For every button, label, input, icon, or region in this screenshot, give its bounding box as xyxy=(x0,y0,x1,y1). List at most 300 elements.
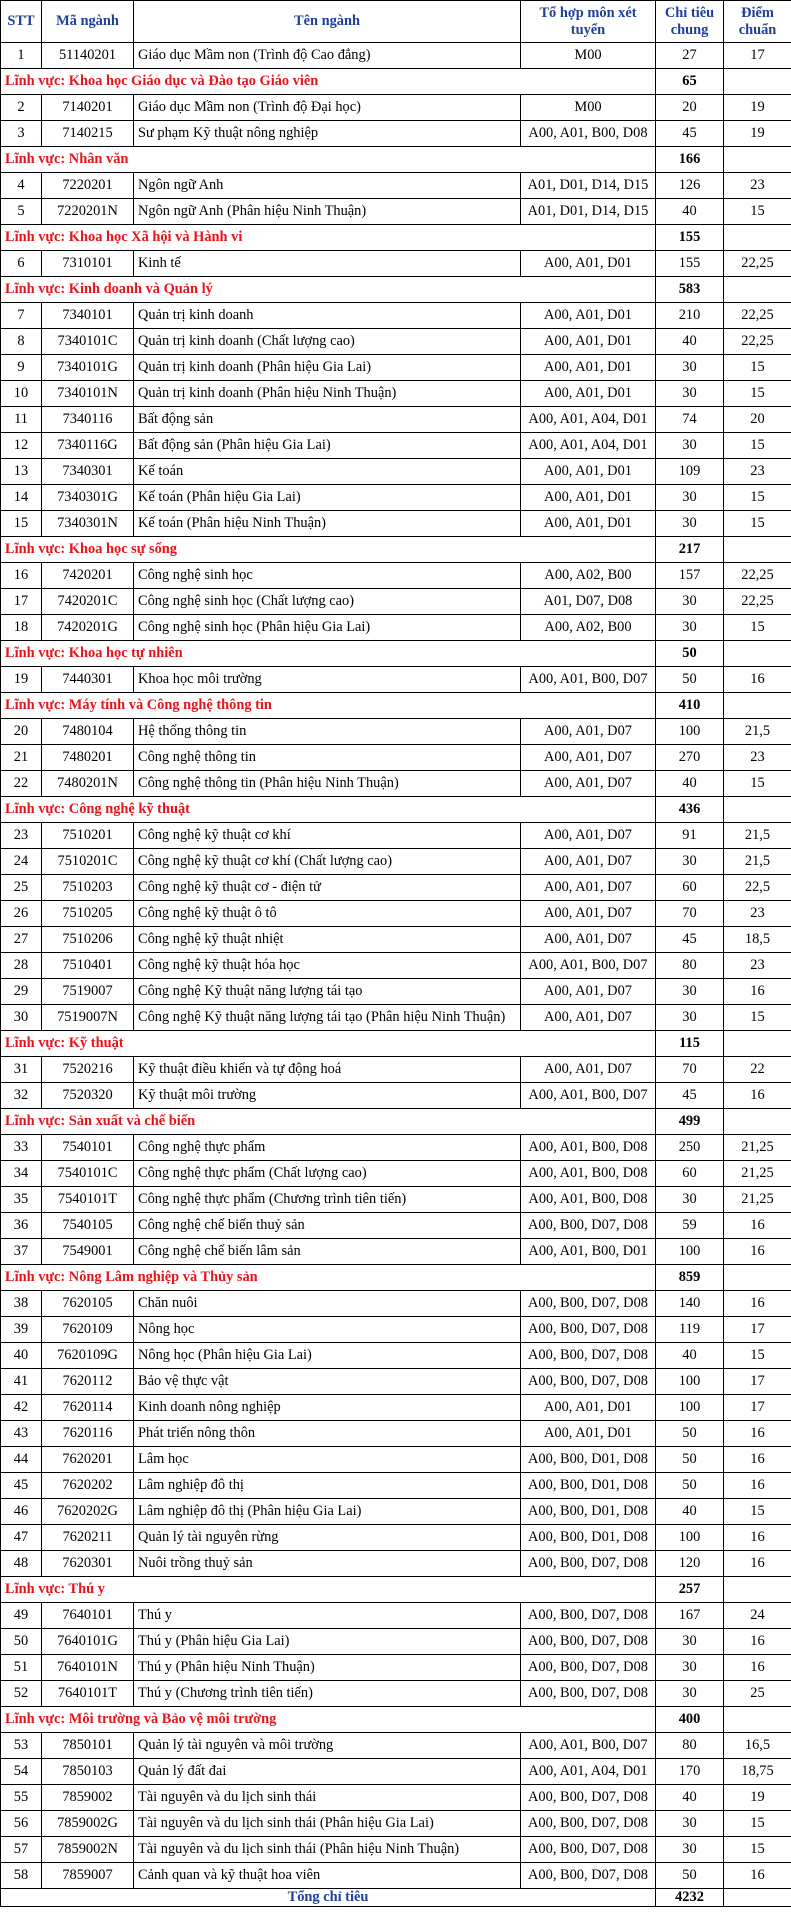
cell-stt: 12 xyxy=(1,433,42,459)
cell-cutoff-score: 16 xyxy=(724,1447,791,1473)
cell-subject-combination: A00, A01, D07 xyxy=(521,979,656,1005)
table-row xyxy=(1,1083,791,1109)
cell-major-name: Công nghệ Kỹ thuật năng lượng tái tạo (Phân hiệu Ninh Thuận) xyxy=(134,1005,521,1031)
cell-cutoff-score: 16 xyxy=(724,1655,791,1681)
cell-cutoff-score: 15 xyxy=(724,199,791,225)
field-group-total: 410 xyxy=(656,693,724,719)
cell-cutoff-score: 15 xyxy=(724,355,791,381)
cell-subject-combination: A00, B00, D07, D08 xyxy=(521,1603,656,1629)
cell-major-name: Tài nguyên và du lịch sinh thái xyxy=(134,1785,521,1811)
cell-major-name: Cảnh quan và kỹ thuật hoa viên xyxy=(134,1863,521,1889)
cell-cutoff-score: 15 xyxy=(724,1343,791,1369)
cell-quota: 40 xyxy=(656,199,724,225)
cell-major-name: Tài nguyên và du lịch sinh thái (Phân hiệu Gia Lai) xyxy=(134,1811,521,1837)
cell-major-name: Kế toán (Phân hiệu Ninh Thuận) xyxy=(134,511,521,537)
cell-stt: 8 xyxy=(1,329,42,355)
cell-major-code: 7640101N xyxy=(42,1655,134,1681)
cell-quota: 30 xyxy=(656,1837,724,1863)
cell-subject-combination: A00, A01, D07 xyxy=(521,901,656,927)
field-group-spacer xyxy=(521,1031,656,1057)
cell-cutoff-score: 19 xyxy=(724,1785,791,1811)
cell-major-code: 7510201 xyxy=(42,823,134,849)
cell-subject-combination: A00, B00, D01, D08 xyxy=(521,1473,656,1499)
cell-cutoff-score: 15 xyxy=(724,1837,791,1863)
field-group-row xyxy=(1,69,791,95)
table-row xyxy=(1,1551,791,1577)
field-group-spacer xyxy=(521,277,656,303)
cell-quota: 40 xyxy=(656,771,724,797)
cell-quota: 60 xyxy=(656,1161,724,1187)
cell-stt: 58 xyxy=(1,1863,42,1889)
table-row xyxy=(1,511,791,537)
field-group-label: Lĩnh vực: Khoa học Xã hội và Hành vi xyxy=(1,225,521,251)
cell-quota: 80 xyxy=(656,953,724,979)
cell-cutoff-score: 16 xyxy=(724,1291,791,1317)
cell-stt: 35 xyxy=(1,1187,42,1213)
table-row xyxy=(1,1473,791,1499)
cell-major-code: 7640101G xyxy=(42,1629,134,1655)
cell-quota: 50 xyxy=(656,1421,724,1447)
cell-major-code: 7620201 xyxy=(42,1447,134,1473)
cell-cutoff-score: 23 xyxy=(724,953,791,979)
header-subject-combination: Tổ hợp môn xét tuyển xyxy=(521,1,656,43)
field-group-total: 166 xyxy=(656,147,724,173)
field-group-label: Lĩnh vực: Kỹ thuật xyxy=(1,1031,521,1057)
cell-stt: 44 xyxy=(1,1447,42,1473)
cell-major-name: Chăn nuôi xyxy=(134,1291,521,1317)
table-row xyxy=(1,1057,791,1083)
table-row xyxy=(1,1759,791,1785)
field-group-row xyxy=(1,1109,791,1135)
cell-stt: 32 xyxy=(1,1083,42,1109)
cell-stt: 54 xyxy=(1,1759,42,1785)
cell-subject-combination: A00, B00, D07, D08 xyxy=(521,1291,656,1317)
cell-stt: 5 xyxy=(1,199,42,225)
cell-quota: 270 xyxy=(656,745,724,771)
field-group-empty-cell xyxy=(724,225,791,251)
cell-cutoff-score: 22,25 xyxy=(724,303,791,329)
cell-major-name: Bảo vệ thực vật xyxy=(134,1369,521,1395)
table-row xyxy=(1,121,791,147)
table-row xyxy=(1,1005,791,1031)
total-label: Tổng chỉ tiêu xyxy=(1,1889,656,1907)
table-row xyxy=(1,1525,791,1551)
field-group-row xyxy=(1,1265,791,1291)
header-major-code: Mã ngành xyxy=(42,1,134,43)
cell-subject-combination: A00, A01, A04, D01 xyxy=(521,433,656,459)
cell-cutoff-score: 17 xyxy=(724,1395,791,1421)
cell-stt: 18 xyxy=(1,615,42,641)
cell-major-code: 7620114 xyxy=(42,1395,134,1421)
field-group-empty-cell xyxy=(724,1707,791,1733)
cell-major-name: Nuôi trồng thuỷ sản xyxy=(134,1551,521,1577)
cell-major-name: Công nghệ thực phẩm (Chương trình tiên tiến) xyxy=(134,1187,521,1213)
cell-major-code: 7620301 xyxy=(42,1551,134,1577)
field-group-empty-cell xyxy=(724,1031,791,1057)
field-group-label: Lĩnh vực: Khoa học Giáo dục và Đào tạo Giáo viên xyxy=(1,69,521,95)
field-group-total: 155 xyxy=(656,225,724,251)
cell-cutoff-score: 15 xyxy=(724,771,791,797)
table-row xyxy=(1,1603,791,1629)
cell-major-code: 7850101 xyxy=(42,1733,134,1759)
field-group-spacer xyxy=(521,1265,656,1291)
cell-major-code: 7540101T xyxy=(42,1187,134,1213)
cell-stt: 6 xyxy=(1,251,42,277)
table-row xyxy=(1,667,791,693)
cell-quota: 30 xyxy=(656,1681,724,1707)
cell-quota: 100 xyxy=(656,1395,724,1421)
cell-major-code: 7540101 xyxy=(42,1135,134,1161)
cell-stt: 15 xyxy=(1,511,42,537)
field-group-row xyxy=(1,1577,791,1603)
cell-quota: 30 xyxy=(656,979,724,1005)
cell-cutoff-score: 21,25 xyxy=(724,1135,791,1161)
cell-subject-combination: A00, A01, D07 xyxy=(521,771,656,797)
cell-major-code: 7859002N xyxy=(42,1837,134,1863)
cell-cutoff-score: 25 xyxy=(724,1681,791,1707)
cell-major-code: 7420201 xyxy=(42,563,134,589)
cell-subject-combination: A00, A01, B00, D08 xyxy=(521,1187,656,1213)
cell-subject-combination: A00, B00, D07, D08 xyxy=(521,1369,656,1395)
cell-major-code: 7340101N xyxy=(42,381,134,407)
cell-major-name: Quản trị kinh doanh (Phân hiệu Gia Lai) xyxy=(134,355,521,381)
cell-major-name: Quản trị kinh doanh xyxy=(134,303,521,329)
cell-major-name: Nông học xyxy=(134,1317,521,1343)
cell-subject-combination: A00, A01, D01 xyxy=(521,1395,656,1421)
cell-major-code: 7480201 xyxy=(42,745,134,771)
cell-stt: 1 xyxy=(1,43,42,69)
cell-major-code: 7520320 xyxy=(42,1083,134,1109)
cell-quota: 30 xyxy=(656,511,724,537)
cell-major-name: Lâm nghiệp đô thị (Phân hiệu Gia Lai) xyxy=(134,1499,521,1525)
cell-subject-combination: A00, B00, D07, D08 xyxy=(521,1811,656,1837)
cell-quota: 30 xyxy=(656,1187,724,1213)
cell-major-name: Lâm học xyxy=(134,1447,521,1473)
cell-stt: 24 xyxy=(1,849,42,875)
cell-major-name: Bất động sản xyxy=(134,407,521,433)
table-row xyxy=(1,459,791,485)
table-row xyxy=(1,95,791,121)
cell-cutoff-score: 17 xyxy=(724,43,791,69)
cell-quota: 27 xyxy=(656,43,724,69)
cell-quota: 100 xyxy=(656,1525,724,1551)
cell-cutoff-score: 22,25 xyxy=(724,251,791,277)
field-group-total: 436 xyxy=(656,797,724,823)
table-row xyxy=(1,849,791,875)
cell-major-code: 7510205 xyxy=(42,901,134,927)
table-row xyxy=(1,355,791,381)
cell-cutoff-score: 21,5 xyxy=(724,719,791,745)
cell-quota: 50 xyxy=(656,1473,724,1499)
table-row xyxy=(1,381,791,407)
field-group-empty-cell xyxy=(724,693,791,719)
cell-quota: 170 xyxy=(656,1759,724,1785)
cell-quota: 100 xyxy=(656,1239,724,1265)
cell-quota: 157 xyxy=(656,563,724,589)
field-group-spacer xyxy=(521,537,656,563)
cell-stt: 31 xyxy=(1,1057,42,1083)
cell-major-name: Hệ thống thông tin xyxy=(134,719,521,745)
cell-major-name: Công nghệ sinh học xyxy=(134,563,521,589)
table-row xyxy=(1,1447,791,1473)
cell-subject-combination: A00, B00, D07, D08 xyxy=(521,1213,656,1239)
cell-major-code: 7640101 xyxy=(42,1603,134,1629)
cell-major-name: Nông học (Phân hiệu Gia Lai) xyxy=(134,1343,521,1369)
cell-cutoff-score: 18,5 xyxy=(724,927,791,953)
cell-quota: 30 xyxy=(656,615,724,641)
cell-cutoff-score: 21,5 xyxy=(724,849,791,875)
cell-cutoff-score: 23 xyxy=(724,745,791,771)
cell-subject-combination: A00, A01, A04, D01 xyxy=(521,407,656,433)
cell-major-name: Quản trị kinh doanh (Chất lượng cao) xyxy=(134,329,521,355)
cell-major-name: Sư phạm Kỹ thuật nông nghiệp xyxy=(134,121,521,147)
cell-subject-combination: A00, B00, D07, D08 xyxy=(521,1629,656,1655)
cell-major-code: 7540105 xyxy=(42,1213,134,1239)
cell-stt: 55 xyxy=(1,1785,42,1811)
cell-subject-combination: A00, B00, D07, D08 xyxy=(521,1863,656,1889)
cell-quota: 30 xyxy=(656,485,724,511)
cell-major-name: Kế toán xyxy=(134,459,521,485)
cell-stt: 38 xyxy=(1,1291,42,1317)
cell-quota: 109 xyxy=(656,459,724,485)
cell-subject-combination: A00, A01, D07 xyxy=(521,849,656,875)
table-row xyxy=(1,1863,791,1889)
cell-major-code: 7340101C xyxy=(42,329,134,355)
cell-major-name: Giáo dục Mầm non (Trình độ Cao đẳng) xyxy=(134,43,521,69)
cell-subject-combination: A00, A01, D07 xyxy=(521,719,656,745)
total-value: 4232 xyxy=(656,1889,724,1907)
cell-subject-combination: M00 xyxy=(521,95,656,121)
cell-quota: 126 xyxy=(656,173,724,199)
cell-stt: 25 xyxy=(1,875,42,901)
cell-major-name: Quản lý tài nguyên và môi trường xyxy=(134,1733,521,1759)
field-group-total: 65 xyxy=(656,69,724,95)
table-row xyxy=(1,901,791,927)
cell-quota: 40 xyxy=(656,1499,724,1525)
table-row xyxy=(1,199,791,225)
cell-major-name: Thú y (Phân hiệu Gia Lai) xyxy=(134,1629,521,1655)
cell-major-code: 7340116 xyxy=(42,407,134,433)
cell-quota: 30 xyxy=(656,355,724,381)
cell-major-code: 7620202G xyxy=(42,1499,134,1525)
cell-major-code: 7420201C xyxy=(42,589,134,615)
cell-major-name: Công nghệ thực phẩm (Chất lượng cao) xyxy=(134,1161,521,1187)
cell-cutoff-score: 20 xyxy=(724,407,791,433)
cell-subject-combination: A00, A01, D01 xyxy=(521,459,656,485)
cell-quota: 30 xyxy=(656,1629,724,1655)
cell-cutoff-score: 16 xyxy=(724,979,791,1005)
cell-cutoff-score: 16 xyxy=(724,1239,791,1265)
cell-stt: 26 xyxy=(1,901,42,927)
cell-major-name: Công nghệ kỹ thuật hóa học xyxy=(134,953,521,979)
cell-subject-combination: A01, D01, D14, D15 xyxy=(521,173,656,199)
cell-subject-combination: A00, A01, D01 xyxy=(521,251,656,277)
cell-cutoff-score: 22,25 xyxy=(724,329,791,355)
cell-major-code: 7340116G xyxy=(42,433,134,459)
cell-cutoff-score: 15 xyxy=(724,433,791,459)
cell-subject-combination: A00, A01, D07 xyxy=(521,745,656,771)
cell-stt: 41 xyxy=(1,1369,42,1395)
cell-cutoff-score: 18,75 xyxy=(724,1759,791,1785)
cell-cutoff-score: 22,25 xyxy=(724,589,791,615)
cell-subject-combination: A00, A01, B00, D08 xyxy=(521,121,656,147)
cell-major-code: 7620211 xyxy=(42,1525,134,1551)
field-group-label: Lĩnh vực: Môi trường và Bảo vệ môi trường xyxy=(1,1707,521,1733)
cell-cutoff-score: 19 xyxy=(724,121,791,147)
field-group-empty-cell xyxy=(724,641,791,667)
field-group-total: 115 xyxy=(656,1031,724,1057)
cell-cutoff-score: 16 xyxy=(724,1863,791,1889)
table-row xyxy=(1,1239,791,1265)
cell-stt: 20 xyxy=(1,719,42,745)
cell-major-code: 7340301N xyxy=(42,511,134,537)
table-row xyxy=(1,1161,791,1187)
field-group-total: 217 xyxy=(656,537,724,563)
cell-major-name: Công nghệ kỹ thuật nhiệt xyxy=(134,927,521,953)
cell-quota: 40 xyxy=(656,1785,724,1811)
cell-cutoff-score: 22 xyxy=(724,1057,791,1083)
cell-quota: 140 xyxy=(656,1291,724,1317)
cell-major-name: Công nghệ sinh học (Chất lượng cao) xyxy=(134,589,521,615)
cell-subject-combination: A00, B00, D07, D08 xyxy=(521,1551,656,1577)
table-row xyxy=(1,1733,791,1759)
cell-stt: 9 xyxy=(1,355,42,381)
cell-quota: 119 xyxy=(656,1317,724,1343)
cell-major-code: 7340301 xyxy=(42,459,134,485)
cell-stt: 21 xyxy=(1,745,42,771)
field-group-row xyxy=(1,797,791,823)
cell-stt: 50 xyxy=(1,1629,42,1655)
cell-major-code: 7510206 xyxy=(42,927,134,953)
cell-major-name: Công nghệ thông tin (Phân hiệu Ninh Thuận) xyxy=(134,771,521,797)
cell-major-name: Ngôn ngữ Anh (Phân hiệu Ninh Thuận) xyxy=(134,199,521,225)
cell-quota: 30 xyxy=(656,589,724,615)
cell-quota: 45 xyxy=(656,1083,724,1109)
cell-subject-combination: A00, A01, D07 xyxy=(521,875,656,901)
cell-stt: 49 xyxy=(1,1603,42,1629)
field-group-empty-cell xyxy=(724,69,791,95)
cell-stt: 48 xyxy=(1,1551,42,1577)
cell-stt: 28 xyxy=(1,953,42,979)
cell-subject-combination: A00, B00, D07, D08 xyxy=(521,1837,656,1863)
cell-major-code: 7859002G xyxy=(42,1811,134,1837)
cell-subject-combination: A00, A01, B00, D07 xyxy=(521,667,656,693)
cell-stt: 19 xyxy=(1,667,42,693)
cell-subject-combination: A00, A01, D01 xyxy=(521,381,656,407)
cell-stt: 43 xyxy=(1,1421,42,1447)
cell-subject-combination: A00, B00, D07, D08 xyxy=(521,1655,656,1681)
cell-stt: 33 xyxy=(1,1135,42,1161)
cell-major-code: 7520216 xyxy=(42,1057,134,1083)
cell-cutoff-score: 15 xyxy=(724,485,791,511)
field-group-total: 400 xyxy=(656,1707,724,1733)
cell-quota: 100 xyxy=(656,1369,724,1395)
cell-cutoff-score: 21,25 xyxy=(724,1187,791,1213)
table-row xyxy=(1,329,791,355)
cell-major-code: 7340301G xyxy=(42,485,134,511)
cell-stt: 27 xyxy=(1,927,42,953)
cell-subject-combination: A00, A02, B00 xyxy=(521,563,656,589)
field-group-label: Lĩnh vực: Khoa học sự sống xyxy=(1,537,521,563)
cell-major-code: 7220201N xyxy=(42,199,134,225)
cell-stt: 52 xyxy=(1,1681,42,1707)
field-group-row xyxy=(1,277,791,303)
field-group-label: Lĩnh vực: Nông Lâm nghiệp và Thủy sản xyxy=(1,1265,521,1291)
cell-major-code: 7480201N xyxy=(42,771,134,797)
table-row xyxy=(1,1135,791,1161)
cell-quota: 30 xyxy=(656,1005,724,1031)
header-major-name: Tên ngành xyxy=(134,1,521,43)
cell-major-name: Kế toán (Phân hiệu Gia Lai) xyxy=(134,485,521,511)
cell-subject-combination: A00, B00, D07, D08 xyxy=(521,1681,656,1707)
field-group-row xyxy=(1,1707,791,1733)
cell-stt: 57 xyxy=(1,1837,42,1863)
cell-cutoff-score: 17 xyxy=(724,1369,791,1395)
field-group-row xyxy=(1,1031,791,1057)
cell-stt: 3 xyxy=(1,121,42,147)
cell-subject-combination: A00, A01, B00, D07 xyxy=(521,953,656,979)
cell-subject-combination: A00, A01, D07 xyxy=(521,1005,656,1031)
cell-quota: 40 xyxy=(656,329,724,355)
cell-cutoff-score: 23 xyxy=(724,173,791,199)
cell-major-code: 7510201C xyxy=(42,849,134,875)
cell-stt: 45 xyxy=(1,1473,42,1499)
cell-subject-combination: A00, A01, D01 xyxy=(521,511,656,537)
cell-major-code: 7140215 xyxy=(42,121,134,147)
cell-major-name: Quản lý tài nguyên rừng xyxy=(134,1525,521,1551)
field-group-row xyxy=(1,641,791,667)
table-row xyxy=(1,1369,791,1395)
table-row xyxy=(1,589,791,615)
cell-stt: 53 xyxy=(1,1733,42,1759)
table-row xyxy=(1,1395,791,1421)
field-group-spacer xyxy=(521,1577,656,1603)
table-row xyxy=(1,1629,791,1655)
table-row xyxy=(1,1187,791,1213)
cell-major-name: Kỹ thuật môi trường xyxy=(134,1083,521,1109)
cell-quota: 45 xyxy=(656,927,724,953)
cell-subject-combination: A00, A01, D01 xyxy=(521,1421,656,1447)
cell-subject-combination: A00, A01, A04, D01 xyxy=(521,1759,656,1785)
table-row xyxy=(1,485,791,511)
cell-cutoff-score: 15 xyxy=(724,1811,791,1837)
cell-subject-combination: A00, A01, B00, D01 xyxy=(521,1239,656,1265)
cell-stt: 4 xyxy=(1,173,42,199)
cell-major-code: 7310101 xyxy=(42,251,134,277)
cell-subject-combination: A00, A01, B00, D07 xyxy=(521,1083,656,1109)
field-group-label: Lĩnh vực: Sản xuất và chế biến xyxy=(1,1109,521,1135)
field-group-empty-cell xyxy=(724,537,791,563)
field-group-label: Lĩnh vực: Máy tính và Công nghệ thông tin xyxy=(1,693,521,719)
field-group-total: 50 xyxy=(656,641,724,667)
cell-cutoff-score: 15 xyxy=(724,1499,791,1525)
cell-cutoff-score: 19 xyxy=(724,95,791,121)
cell-major-code: 7549001 xyxy=(42,1239,134,1265)
cell-cutoff-score: 16 xyxy=(724,1083,791,1109)
cell-major-code: 7480104 xyxy=(42,719,134,745)
cell-major-name: Công nghệ thực phẩm xyxy=(134,1135,521,1161)
cell-cutoff-score: 23 xyxy=(724,459,791,485)
cell-cutoff-score: 16 xyxy=(724,1473,791,1499)
cell-major-code: 7220201 xyxy=(42,173,134,199)
total-row xyxy=(1,1889,791,1907)
cell-major-code: 7340101 xyxy=(42,303,134,329)
cell-cutoff-score: 23 xyxy=(724,901,791,927)
cell-cutoff-score: 16 xyxy=(724,1213,791,1239)
cell-subject-combination: A00, B00, D01, D08 xyxy=(521,1525,656,1551)
cell-quota: 30 xyxy=(656,1655,724,1681)
cell-subject-combination: A00, A01, D01 xyxy=(521,355,656,381)
